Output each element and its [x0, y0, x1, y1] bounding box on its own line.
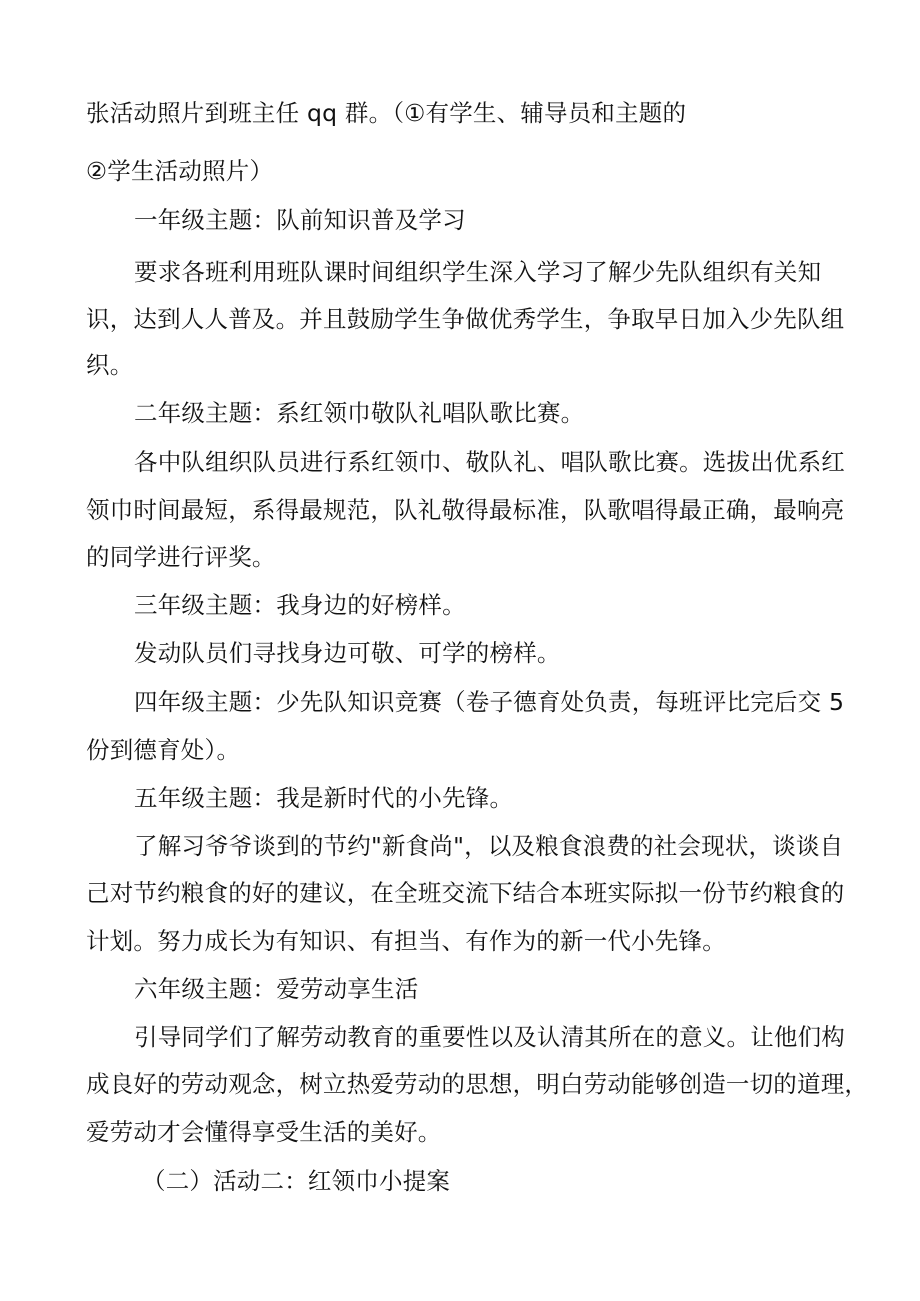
text-line: 己对节约粮食的好的建议，在全班交流下结合本班实际拟一份节约粮食的	[86, 879, 845, 907]
heading-grade-3: 三年级主题：我身边的好榜样。	[134, 591, 466, 619]
section-heading-activity-2: （二）活动二：红领巾小提案	[142, 1167, 451, 1195]
heading-grade-1: 一年级主题：队前知识普及学习	[134, 206, 466, 234]
heading-grade-6: 六年级主题：爱劳动享生活	[134, 975, 419, 1003]
text-line: 各中队组织队员进行系红领巾、敬队礼、唱队歌比赛。选拔出优系红	[134, 448, 845, 476]
heading-grade-5: 五年级主题：我是新时代的小先锋。	[134, 784, 514, 812]
heading-grade-4: 四年级主题：少先队知识竞赛（卷子德育处负责，每班评比完后交 5	[134, 688, 845, 716]
text-line: 份到德育处）。	[86, 736, 241, 764]
text-line: 织。	[86, 351, 134, 379]
text-line: 发动队员们寻找身边可敬、可学的榜样。	[134, 639, 561, 667]
text-line: 识，达到人人普及。并且鼓励学生争做优秀学生，争取早日加入少先队组	[86, 305, 845, 333]
text-line: 计划。努力成长为有知识、有担当、有作为的新一代小先锋。	[86, 927, 726, 955]
text-line: 领巾时间最短，系得最规范，队礼敬得最标准，队歌唱得最正确，最响亮	[86, 496, 845, 524]
heading-grade-2: 二年级主题：系红领巾敬队礼唱队歌比赛。	[134, 399, 585, 427]
text-line: 张活动照片到班主任 qq 群。（①有学生、辅导员和主题的	[86, 99, 687, 127]
text-line: 爱劳动才会懂得享受生活的美好。	[86, 1118, 442, 1146]
text-line: 成良好的劳动观念，树立热爱劳动的思想，明白劳动能够创造一切的道理，	[86, 1070, 869, 1098]
text-line: 的同学进行评奖。	[86, 543, 276, 571]
text-line: 了解习爷爷谈到的节约"新食尚"，以及粮食浪费的社会现状，谈谈自	[134, 832, 844, 860]
text-line: 要求各班利用班队课时间组织学生深入学习了解少先队组织有关知	[134, 258, 822, 286]
text-line: 引导同学们了解劳动教育的重要性以及认清其所在的意义。让他们构	[134, 1023, 845, 1051]
text-line: ②学生活动照片）	[86, 157, 274, 185]
